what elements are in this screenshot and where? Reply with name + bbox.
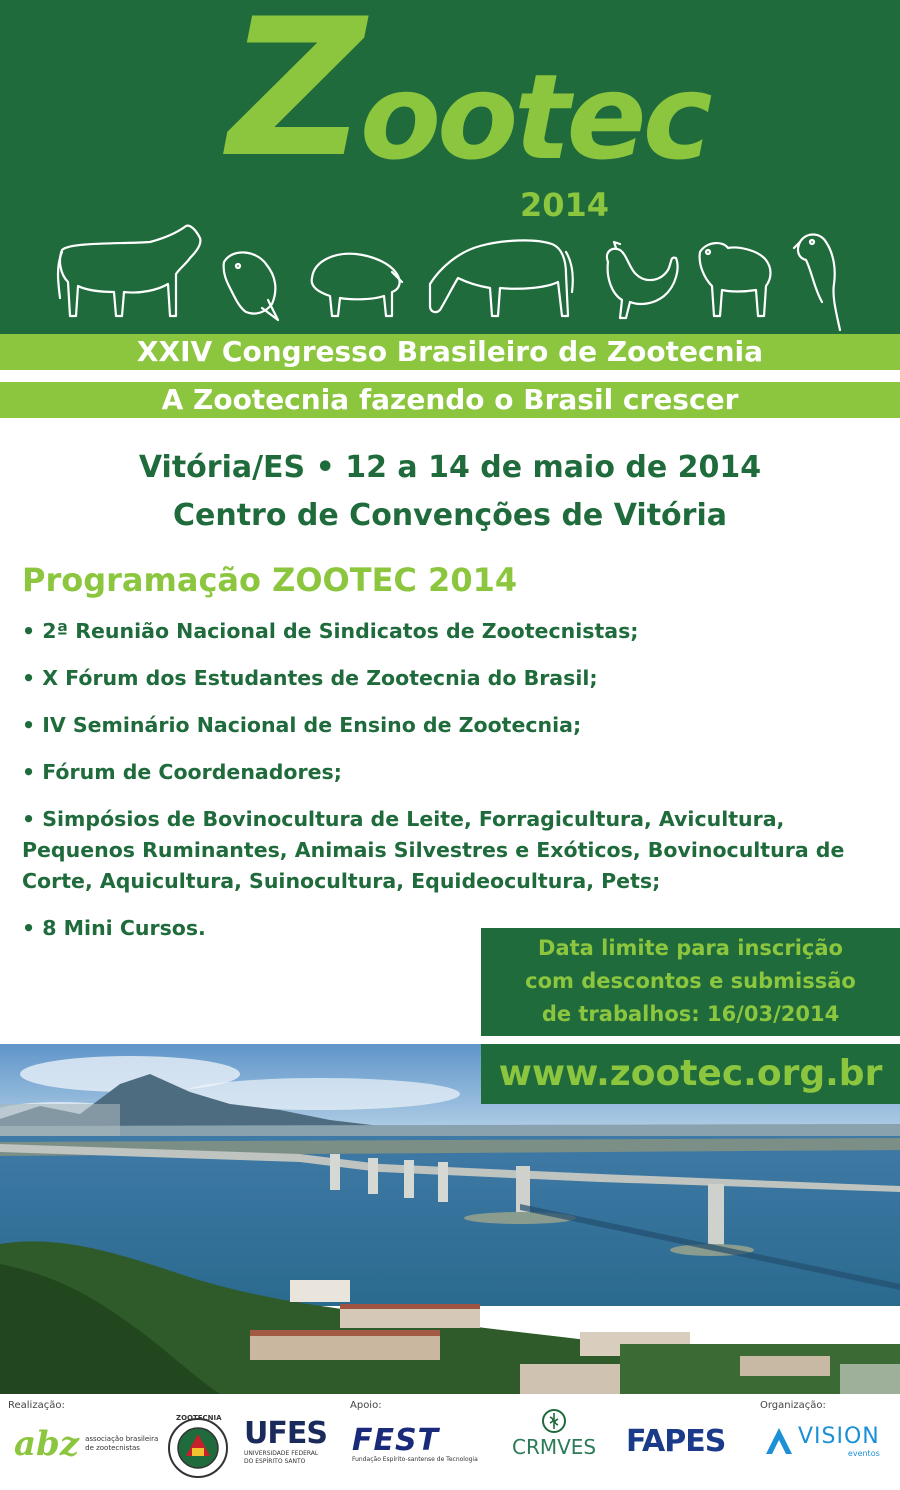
program-item: • Simpósios de Bovinocultura de Leite, Forragicultura, Avicultura, Pequenos Ruminantes, Animais Silvestres e Exóticos, Bovinocultura de Corte, Aquicultura, Suinocultura, Equideocultura, Pets; bbox=[22, 807, 845, 893]
program-item: • IV Seminário Nacional de Ensino de Zootecnia; bbox=[22, 713, 582, 737]
program-item: • 2ª Reunião Nacional de Sindicatos de Zootecnistas; bbox=[22, 619, 639, 643]
band-divider bbox=[0, 370, 900, 382]
event-location-date: Vitória/ES • 12 a 14 de maio de 2014 bbox=[138, 450, 762, 485]
program-item: • X Fórum dos Estudantes de Zootecnia do Brasil; bbox=[22, 666, 598, 690]
website-url[interactable]: www.zootec.org.br bbox=[481, 1044, 900, 1104]
ufes-logo: UFES UNIVERSIDADE FEDERAL DO ESPÍRITO SANTO bbox=[244, 1416, 327, 1465]
vision-eventos-logo: VISION eventos bbox=[762, 1424, 880, 1458]
deadline-line: com descontos e submissão bbox=[525, 969, 856, 993]
program-list bbox=[22, 616, 882, 960]
crmves-logo: CRMVES bbox=[512, 1408, 596, 1460]
label-organizacao: Organização: bbox=[760, 1400, 826, 1411]
program-item: • 8 Mini Cursos. bbox=[22, 916, 206, 940]
sheep-icon bbox=[700, 243, 771, 316]
label-realizacao: Realização: bbox=[8, 1400, 65, 1411]
pig-icon bbox=[312, 254, 402, 316]
header-banner bbox=[0, 0, 900, 336]
program-item: • Fórum de Coordenadores; bbox=[22, 760, 342, 784]
logo-word: ootec bbox=[360, 48, 709, 186]
fish-icon bbox=[224, 252, 278, 320]
label-apoio: Apoio: bbox=[350, 1400, 382, 1411]
deadline-line: Data limite para inscrição bbox=[538, 936, 843, 960]
slogan-band: A Zootecnia fazendo o Brasil crescer bbox=[0, 382, 900, 418]
parrot-icon bbox=[794, 235, 840, 331]
fest-logo: FEST Fundação Espírito-santense de Tecnologia bbox=[352, 1423, 478, 1463]
congress-title-band: XXIV Congresso Brasileiro de Zootecnia bbox=[0, 334, 900, 370]
sponsors-footer bbox=[0, 1394, 900, 1490]
logo-year: 2014 bbox=[520, 186, 610, 224]
crmves-emblem-icon bbox=[541, 1408, 567, 1434]
registration-deadline-box bbox=[481, 928, 900, 1036]
fapes-logo: FAPES bbox=[626, 1424, 726, 1459]
rooster-icon bbox=[607, 242, 678, 318]
vision-symbol-icon bbox=[762, 1424, 796, 1458]
program-title: Programação ZOOTEC 2014 bbox=[22, 561, 518, 599]
horse-icon bbox=[430, 240, 573, 316]
event-venue: Centro de Convenções de Vitória bbox=[173, 498, 727, 533]
animal-silhouettes-illustration bbox=[0, 212, 900, 336]
logo-letter-z: Z bbox=[228, 0, 360, 199]
zootecnia-seal-logo: ZOOTECNIA bbox=[166, 1416, 230, 1480]
cow-icon bbox=[58, 226, 200, 316]
abz-logo: abz associação brasileira de zootecnistas bbox=[14, 1424, 159, 1464]
deadline-line: de trabalhos: 16/03/2014 bbox=[541, 1002, 840, 1026]
